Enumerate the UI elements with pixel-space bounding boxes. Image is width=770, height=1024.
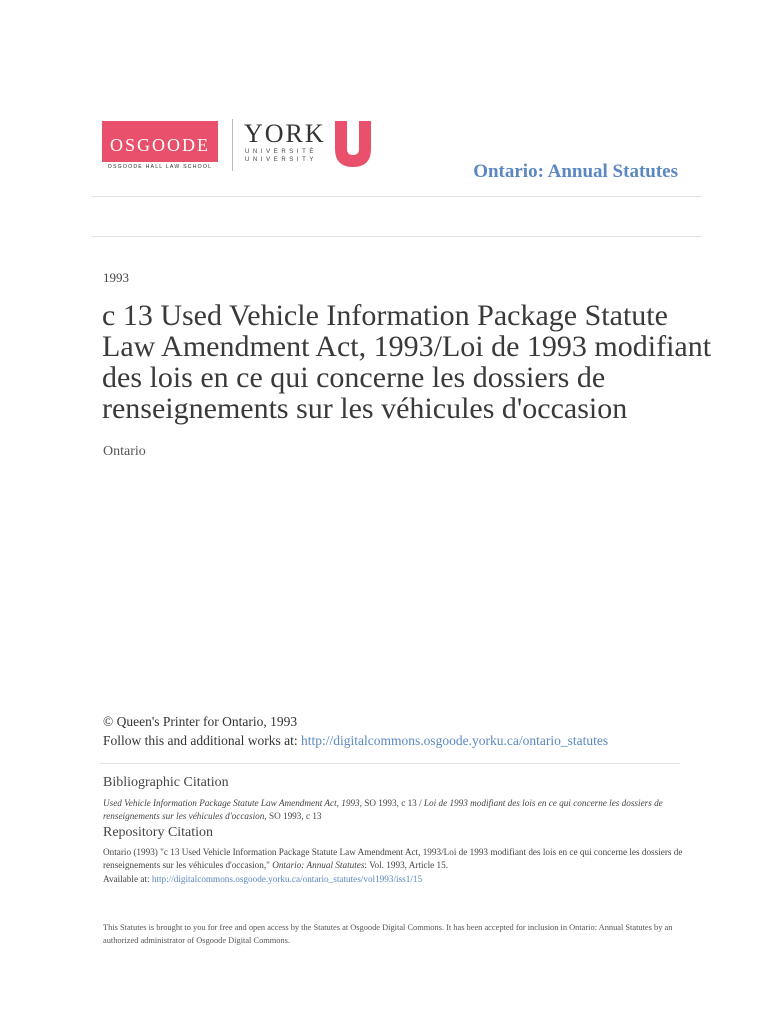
osgoode-logo-text: OSGOODE bbox=[102, 121, 218, 162]
available-prefix: Available at: bbox=[103, 874, 152, 884]
repo-citation-series: Ontario: Annual Statutes bbox=[272, 860, 365, 870]
citation-divider bbox=[100, 763, 680, 764]
header-divider bbox=[92, 196, 702, 197]
follow-line bbox=[103, 733, 608, 749]
bib-citation-french-title: Loi de 1993 modifiant des lois en ce qui concerne les dossiers de renseignements sur les véhicules d'occasion, bbox=[103, 798, 663, 821]
york-u-logo-icon bbox=[331, 121, 375, 167]
repository-citation-text bbox=[103, 846, 683, 872]
document-title[interactable]: c 13 Used Vehicle Information Package Statute Law Amendment Act, 1993/Loi de 1993 modifiant des lois en ce qui concerne les dossiers de renseignements sur les véhicules d'occasion bbox=[102, 299, 712, 425]
repo-citation-end: : Vol. 1993, Article 15. bbox=[364, 860, 449, 870]
york-logo-subtitle bbox=[245, 148, 317, 164]
article-link[interactable]: http://digitalcommons.osgoode.yorku.ca/ontario_statutes/vol1993/iss1/15 bbox=[151, 874, 423, 884]
collection-link[interactable]: http://digitalcommons.osgoode.yorku.ca/ontario_statutes bbox=[301, 733, 609, 748]
follow-prefix: Follow this and additional works at: bbox=[103, 733, 301, 748]
osgoode-logo-subtitle: OSGOODE HALL LAW SCHOOL bbox=[107, 164, 213, 170]
bibliographic-citation-heading: Bibliographic Citation bbox=[103, 775, 229, 790]
bib-citation-end: SO 1993, c 13 bbox=[266, 811, 322, 821]
logo-divider bbox=[232, 119, 233, 171]
york-logo-text: YORK bbox=[244, 119, 326, 148]
header-divider-2 bbox=[92, 236, 702, 237]
repository-citation-heading: Repository Citation bbox=[103, 825, 214, 840]
available-at-line bbox=[103, 874, 422, 884]
open-access-notice: This Statutes is brought to you for free and open access by the Statutes at Osgoode Digital Commons. It has been accepted for inclusion in Ontario: Annual Statutes by an authorized administrator of Osgoode Digital Commons. bbox=[103, 923, 673, 945]
york-logo-sub-french: UNIVERSITÉ bbox=[245, 149, 318, 155]
document-author[interactable]: Ontario bbox=[103, 444, 146, 459]
york-logo-sub-english: UNIVERSITY bbox=[245, 157, 318, 163]
bib-citation-mid: SO 1993, c 13 / bbox=[361, 798, 424, 808]
repo-citation-main: Ontario (1993) "c 13 Used Vehicle Information Package Statute Law Amendment Act, 1993/Loi de 1993 modifiant des lois en ce qui concerne les dossiers de renseignements sur les véhicules d'occasion," bbox=[103, 847, 683, 870]
osgoode-logo[interactable] bbox=[102, 121, 218, 171]
copyright-notice: © Queen's Printer for Ontario, 1993 bbox=[103, 714, 298, 729]
series-link[interactable]: Ontario: Annual Statutes bbox=[473, 161, 678, 182]
document-year: 1993 bbox=[103, 270, 129, 285]
bib-citation-english-title: Used Vehicle Information Package Statute Law Amendment Act, 1993, bbox=[103, 798, 362, 808]
bibliographic-citation-text bbox=[103, 797, 683, 823]
